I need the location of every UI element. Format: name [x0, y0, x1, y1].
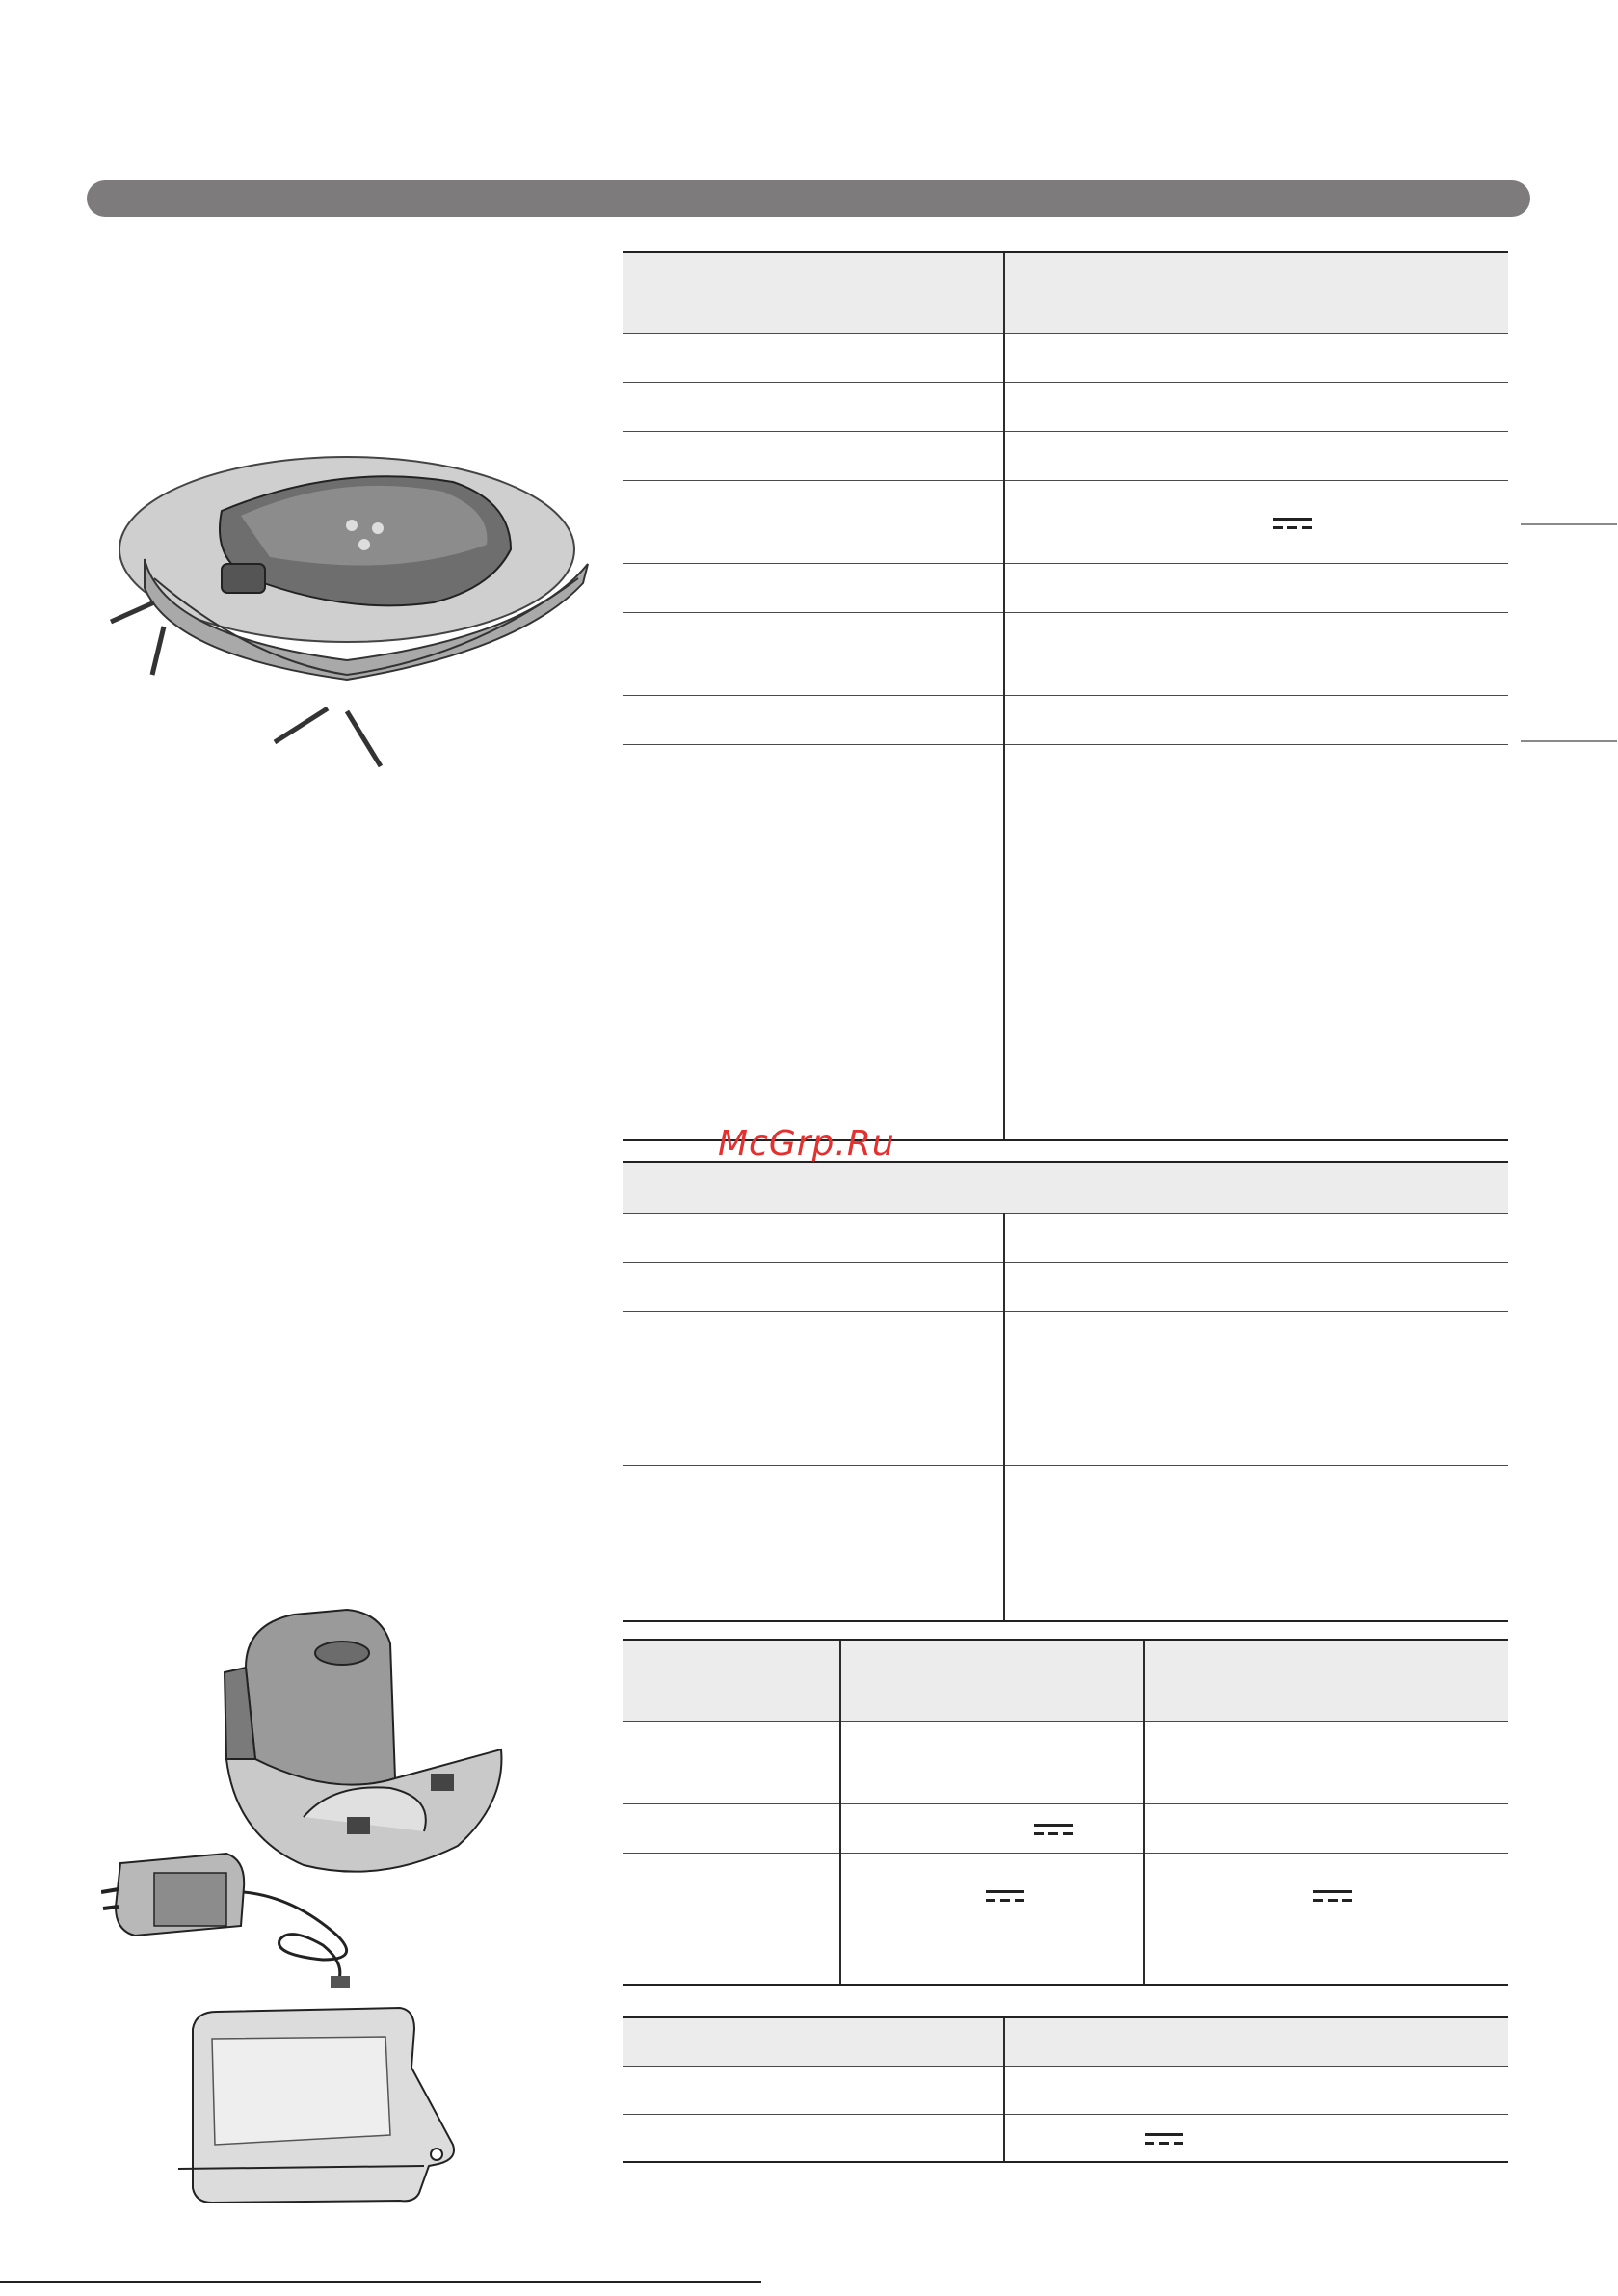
table-cell [623, 480, 1004, 563]
table-cell [623, 1311, 1004, 1465]
table-cell [1004, 431, 1508, 480]
table-cell [623, 333, 1004, 382]
table-cell [1004, 563, 1508, 612]
dc-current-symbol-icon [1034, 1823, 1073, 1836]
table-cell [623, 563, 1004, 612]
robot-vacuum-illustration [106, 443, 597, 790]
table-cell [623, 695, 1004, 744]
table-cell [1144, 1721, 1508, 1803]
table-cell [1004, 1465, 1508, 1621]
table-cell [1004, 333, 1508, 382]
dc-current-symbol-icon [1273, 517, 1312, 530]
table-cell [623, 1803, 840, 1853]
side-margin-rule [1521, 740, 1617, 742]
table-cell [1004, 2114, 1508, 2162]
table-cell [623, 1721, 840, 1803]
power-adapter-illustration [101, 1849, 371, 1993]
watermark-text: McGrp.Ru [718, 1124, 895, 1163]
spec-table-charging [623, 1639, 1508, 1986]
spec-table-secondary [623, 1161, 1508, 1622]
table-cell [840, 1936, 1144, 1985]
section-header-bar [87, 180, 1530, 217]
table-cell [1144, 1936, 1508, 1985]
dust-tray-illustration [178, 2000, 463, 2207]
table-cell [623, 2066, 1004, 2114]
table-cell [1004, 612, 1508, 695]
table-cell [1004, 2066, 1508, 2114]
table-header-cell [1144, 1640, 1508, 1721]
table-cell [840, 1853, 1144, 1936]
table-cell [623, 1853, 840, 1936]
spec-table-bottom [623, 2016, 1508, 2163]
table-cell [1004, 480, 1508, 563]
side-margin-rule [1521, 523, 1617, 525]
table-cell [623, 612, 1004, 695]
dc-current-symbol-icon [986, 1889, 1024, 1903]
footer-rule [0, 2281, 761, 2283]
table-header-cell [840, 1640, 1144, 1721]
table-cell [1144, 1853, 1508, 1936]
table-cell [1004, 382, 1508, 431]
table-cell [840, 1721, 1144, 1803]
table-header-cell [623, 252, 1004, 333]
table-cell [1004, 695, 1508, 744]
table-cell [1004, 1262, 1508, 1311]
table-cell [623, 1936, 840, 1985]
table-header-cell [623, 1640, 840, 1721]
dc-current-symbol-icon [1145, 2132, 1183, 2146]
table-cell [1004, 744, 1508, 1140]
table-cell [623, 1262, 1004, 1311]
table-header-cell [1004, 2017, 1508, 2066]
table-header-cell [1004, 252, 1508, 333]
table-cell [623, 2114, 1004, 2162]
table-cell [623, 744, 1004, 1140]
table-header-cell [623, 2017, 1004, 2066]
table-cell [623, 1213, 1004, 1262]
table-cell [1004, 1311, 1508, 1465]
table-cell [623, 1465, 1004, 1621]
dc-current-symbol-icon [1313, 1889, 1352, 1903]
table-cell [1144, 1803, 1508, 1853]
charging-dock-illustration [217, 1605, 506, 1884]
table-cell [623, 382, 1004, 431]
spec-table-main [623, 251, 1508, 1141]
table-cell [840, 1803, 1144, 1853]
table-cell [623, 431, 1004, 480]
table-cell [1004, 1213, 1508, 1262]
